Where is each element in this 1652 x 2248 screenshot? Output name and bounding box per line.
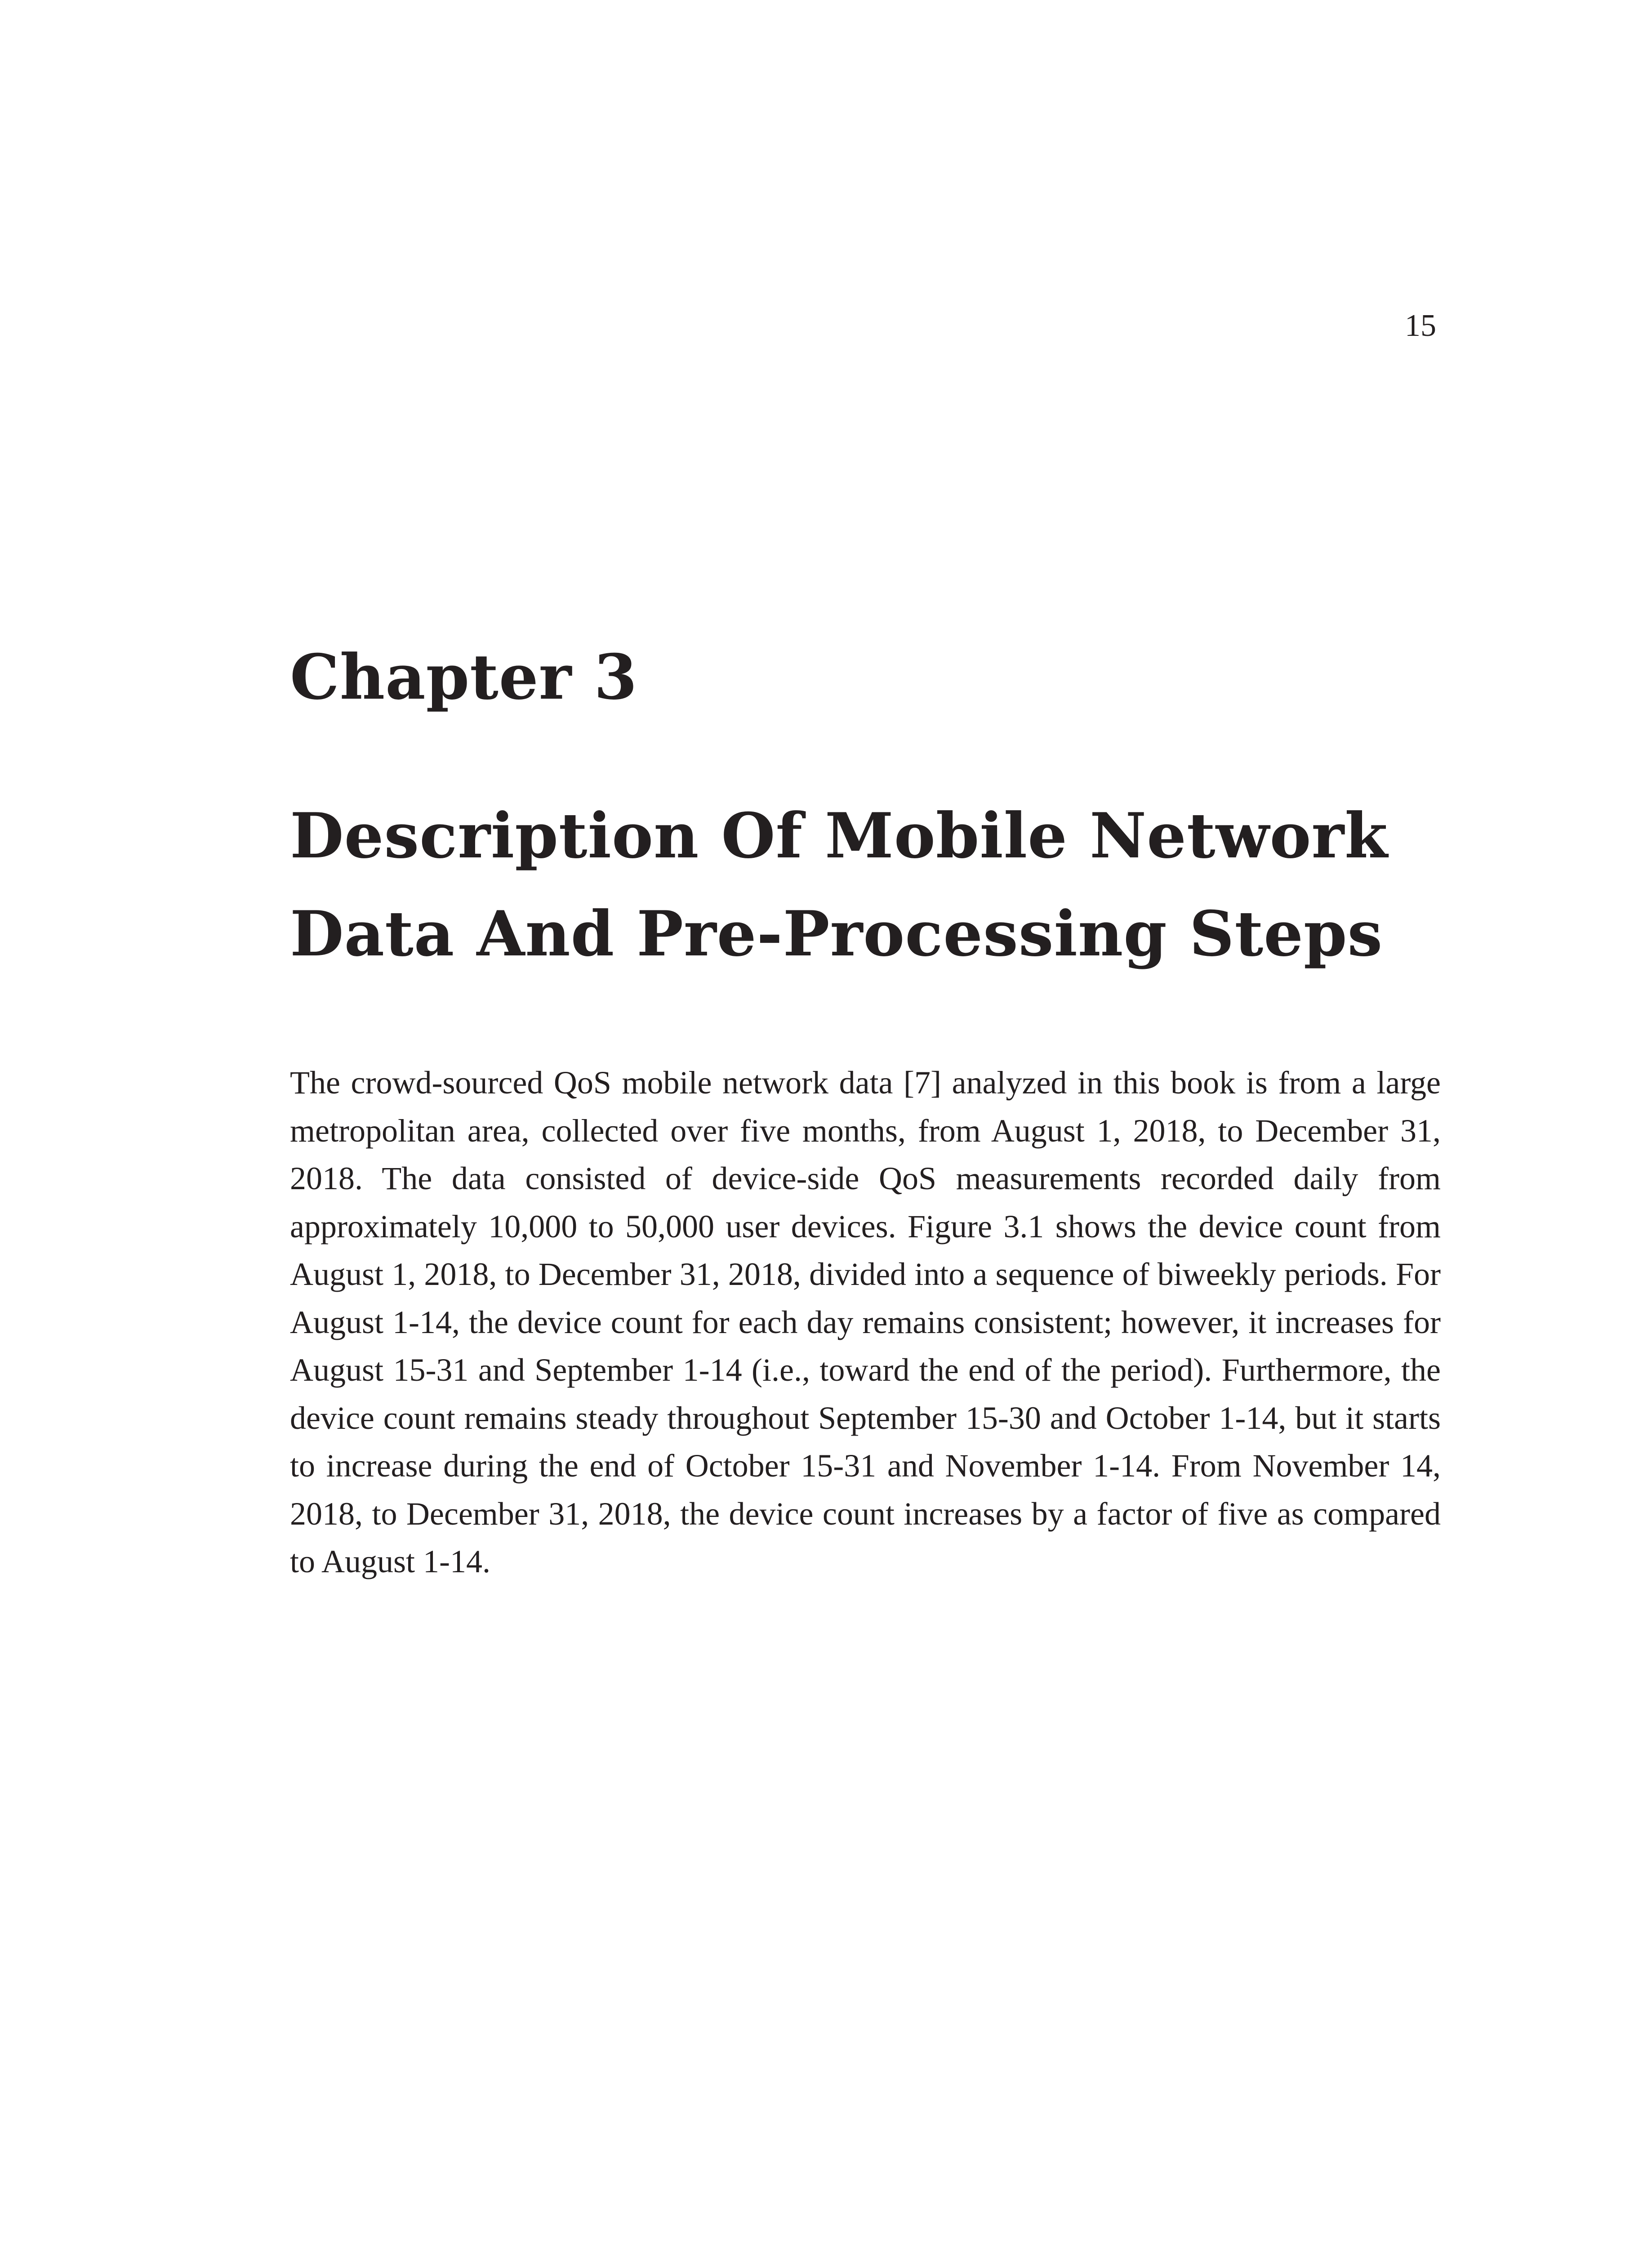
chapter-label: Chapter 3 xyxy=(290,640,638,714)
chapter-title: Description Of Mobile Network Data And Pre-Processing Steps xyxy=(290,799,1388,970)
body-paragraph: The crowd-sourced QoS mobile network data [7] analyzed in this book is from a large metropolitan area, collected over five months, from August 1, 2018, to December 31, 2018. The data consisted of device-side QoS measurements recorded daily from approximately 10,000 to 50,000 user devices. Figure 3.1 shows the device count from August 1, 2018, to December 31, 2018, divided into a sequence of biweekly periods. For August 1-14, the device count for each day remains consistent; however, it increases for August 15-31 and September 1-14 (i.e., toward the end of the period). Furthermore, the device count remains steady throughout September 15-30 and October 1-14, but it starts to increase during the end of October 15-31 and November 1-14. From November 14, 2018, to December 31, 2018, the device count increases by a factor of five as compared to August 1-14. xyxy=(290,1065,1441,1579)
page-number: 15 xyxy=(1405,308,1436,343)
